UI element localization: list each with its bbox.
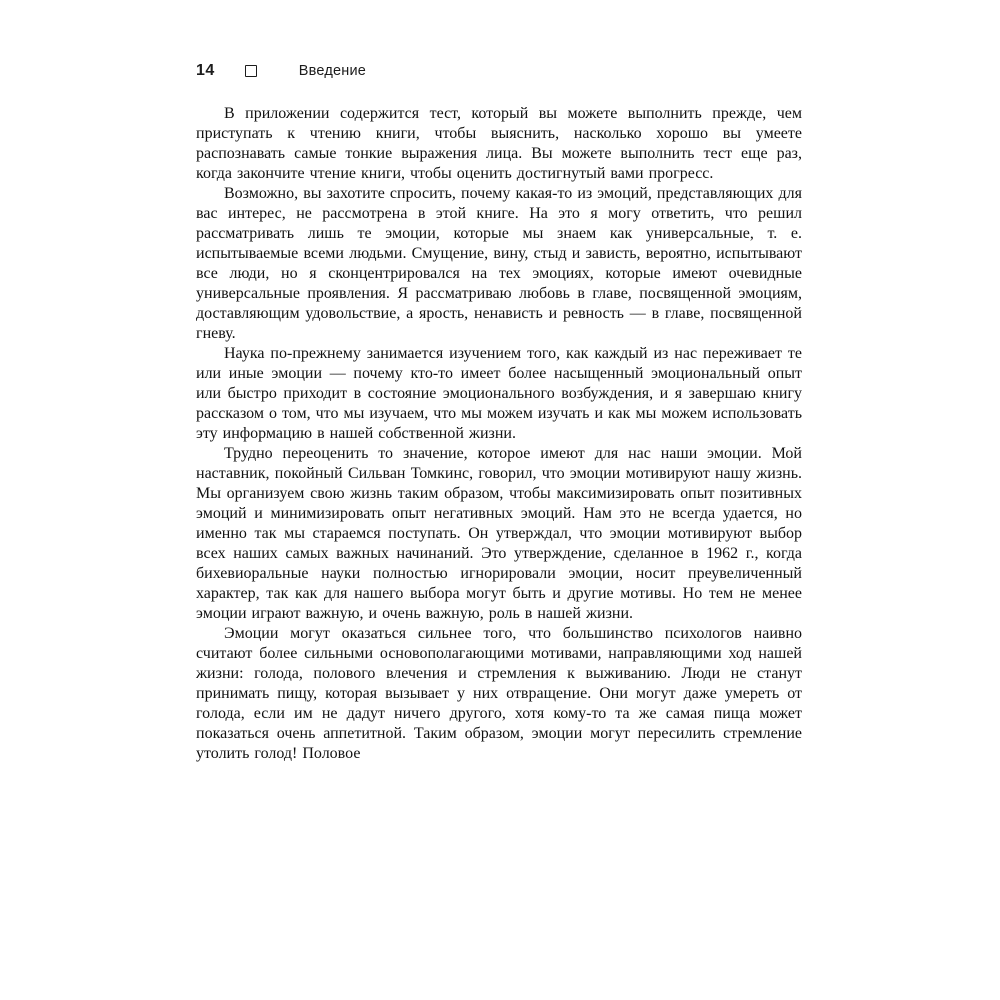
paragraph: Эмоции могут оказаться сильнее того, что большинство психологов наивно считают более сильными основополагающими мотивами, направляющими ход нашей жизни: голода, полового влечения и стремления к выживанию. Люди не станут принимать пищу, которая вызывает у них отвращение. Они могут даже умереть от голода, если им не дадут ничего другого, хотя кому-то та же самая пища может показаться очень аппетитной. Таким образом, эмоции могут пересилить стремление утолить голод! Половое: [196, 625, 802, 762]
paragraph: Трудно переоценить то значение, которое имеют для нас наши эмоции. Мой наставник, покойный Сильван Томкинс, говорил, что эмоции мотивируют нашу жизнь. Мы организуем свою жизнь таким образом, чтобы максимизировать опыт позитивных эмоций и минимизировать опыт негативных эмоций. Нам это не всегда удается, но именно так мы стараемся поступать. Он утверждал, что эмоции мотивируют выбор всех наших самых важных начинаний. Это утверждение, сделанное в 1962 г., когда бихевиоральные науки полностью игнорировали эмоции, носит преувеличенный характер, так как для нашего выбора могут быть и другие мотивы. Но тем не менее эмоции играют важную, и очень важную, роль в нашей жизни.: [196, 445, 802, 622]
paragraph: Наука по-прежнему занимается изучением того, как каждый из нас переживает те или иные эмоции — почему кто-то имеет более насыщенный эмоциональный опыт или быстро приходит в состояние эмоционального возбуждения, и я завершаю книгу рассказом о том, что мы изучаем, что мы можем изучать и как мы можем использовать эту информацию в нашей собственной жизни.: [196, 345, 802, 442]
page-header: [196, 62, 802, 80]
body-text: [196, 104, 802, 764]
paragraph: В приложении содержится тест, который вы можете выполнить прежде, чем приступать к чтению книги, чтобы выяснить, насколько хорошо вы умеете распознавать самые тонкие выражения лица. Вы можете выполнить тест еще раз, когда закончите чтение книги, чтобы оценить достигнутый вами прогресс.: [196, 105, 802, 182]
square-marker-icon: [245, 65, 257, 77]
paragraph: Возможно, вы захотите спросить, почему какая-то из эмоций, представляющих для вас интерес, не рассмотрена в этой книге. На это я могу ответить, что решил рассматривать лишь те эмоции, которые мы знаем как универсальные, т. е. испытываемые всеми людьми. Смущение, вину, стыд и зависть, вероятно, испытывают все люди, но я сконцентрировался на тех эмоциях, которые имеют очевидные универсальные проявления. Я рассматриваю любовь в главе, посвященной эмоциям, доставляющим удовольствие, а ярость, ненависть и ревность — в главе, посвященной гневу.: [196, 185, 802, 342]
page-number: 14: [196, 62, 215, 79]
running-header-title: Введение: [298, 63, 367, 79]
